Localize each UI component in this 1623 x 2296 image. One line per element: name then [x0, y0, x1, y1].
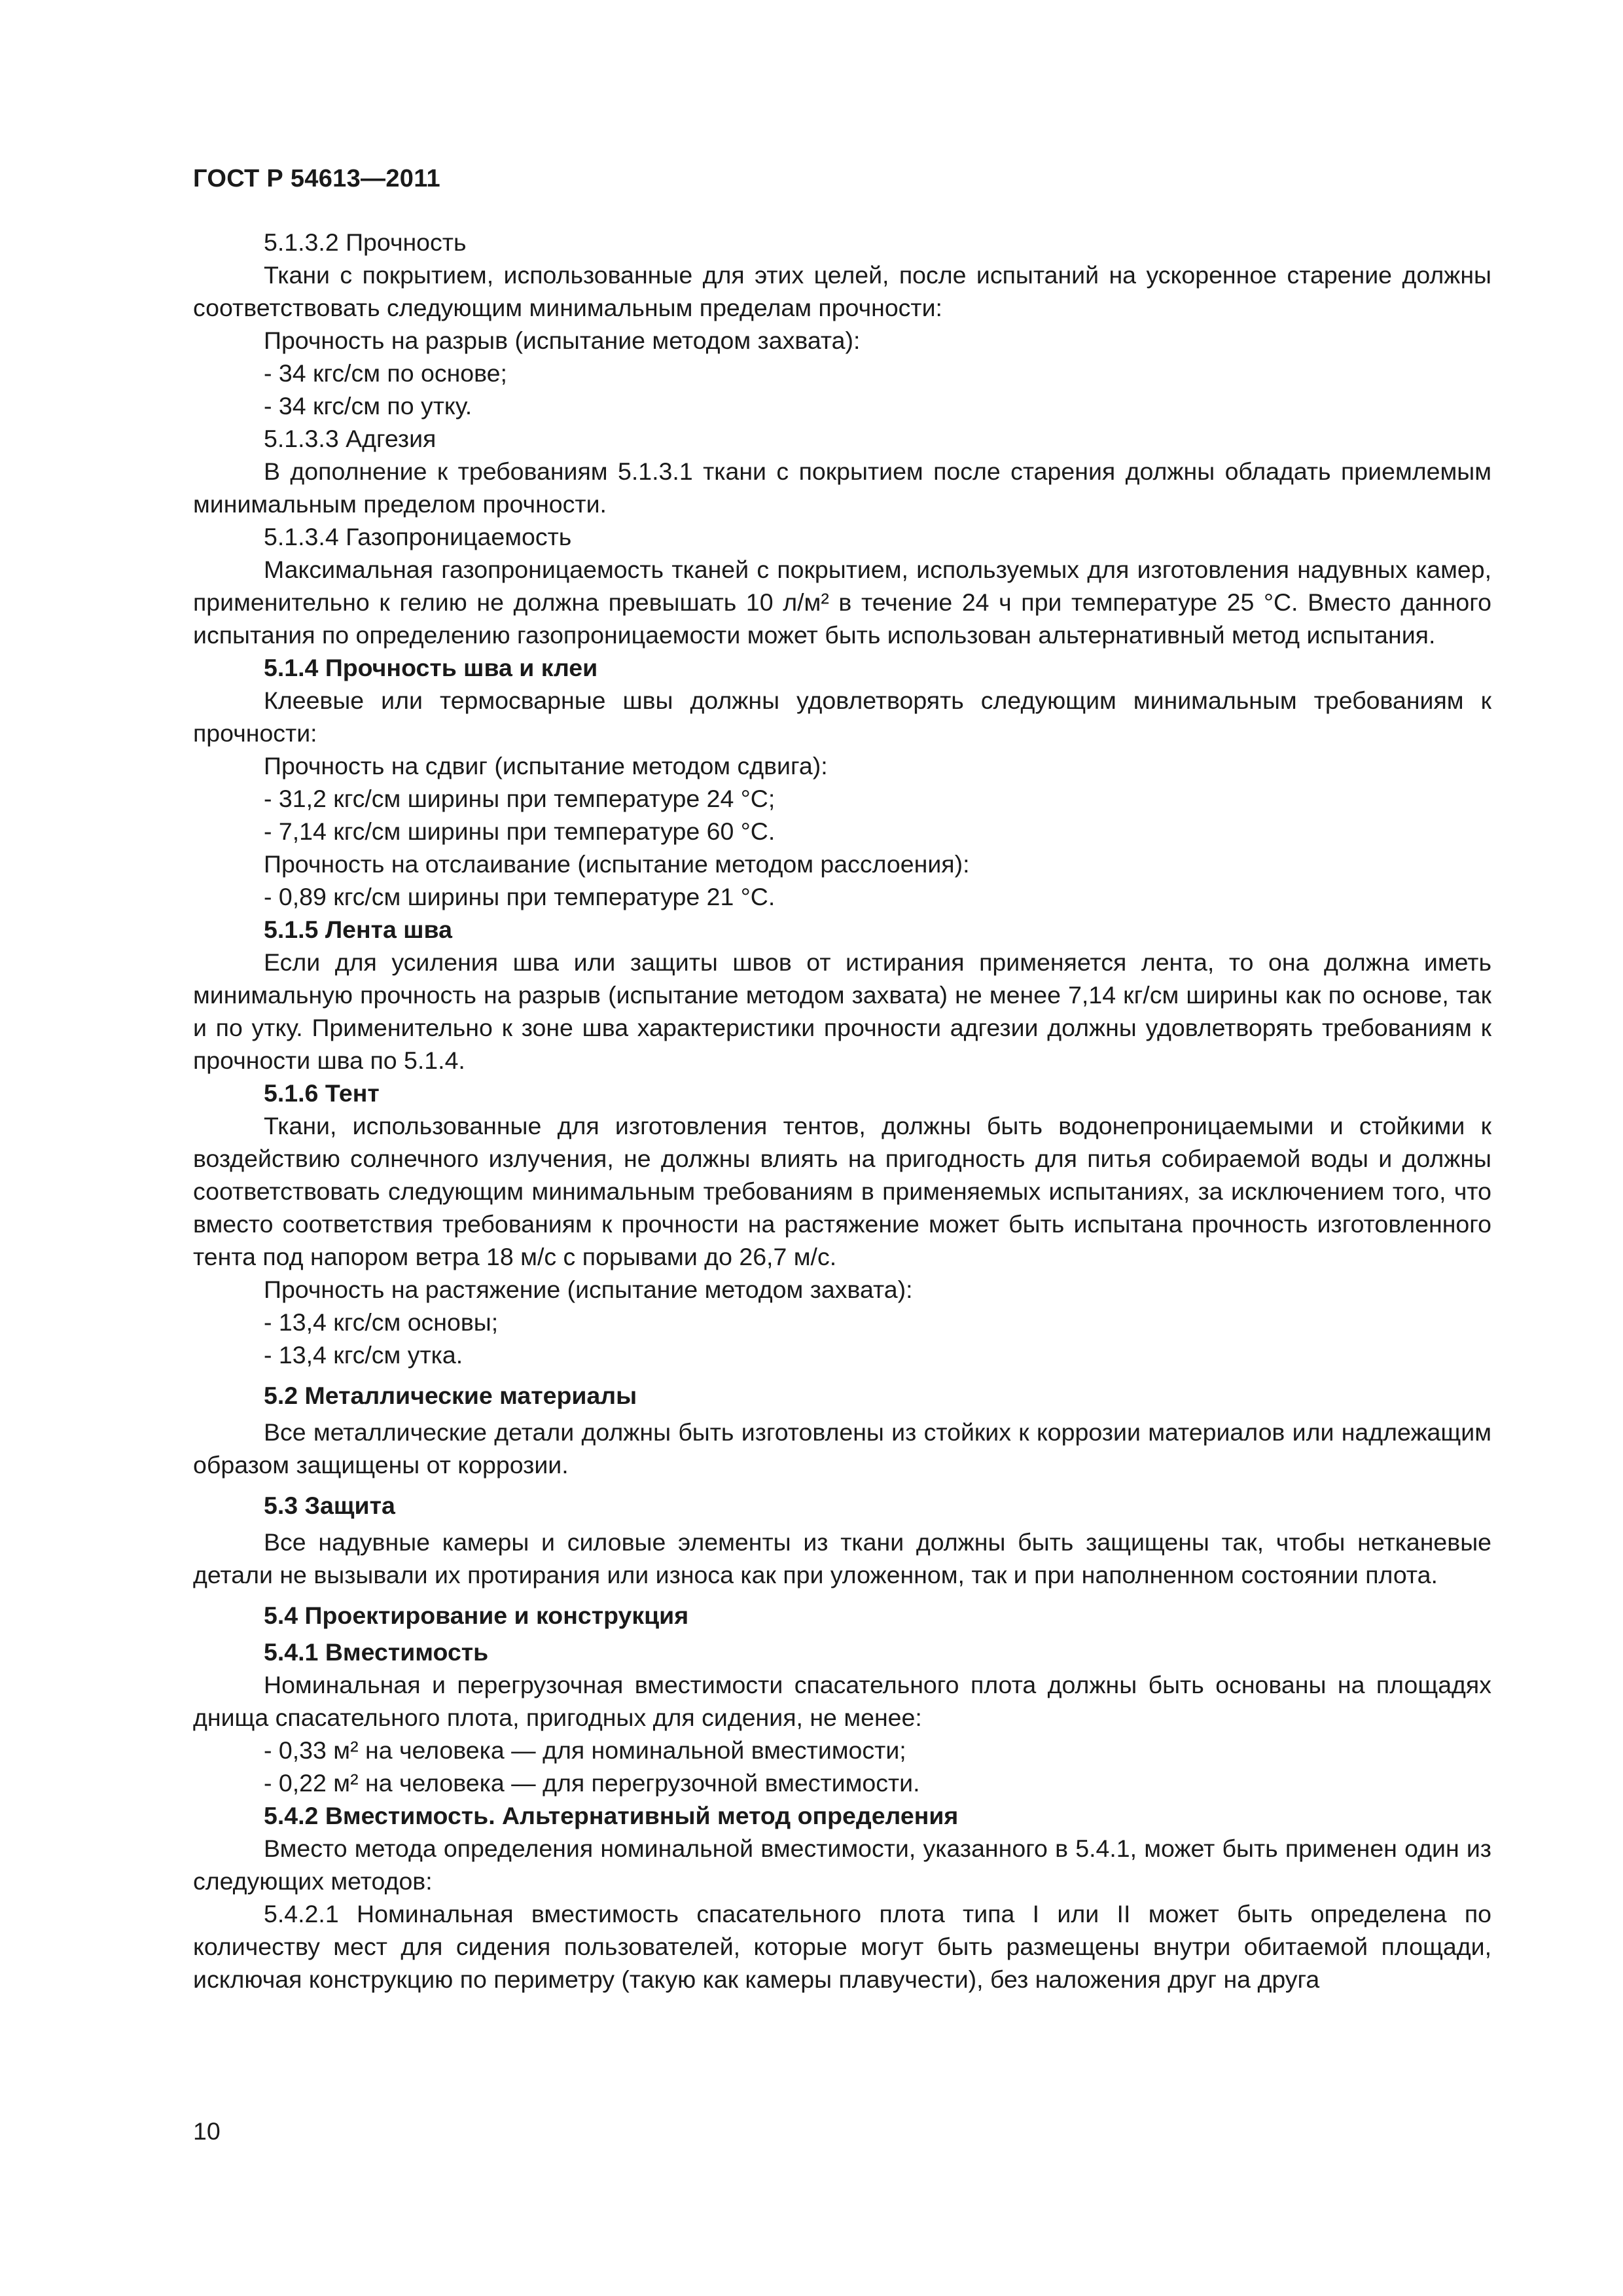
standard-header: ГОСТ Р 54613—2011 [193, 165, 440, 192]
section-heading: 5.2 Металлические материалы [264, 1382, 637, 1409]
paragraph: 5.1.3.4 Газопроницаемость [264, 523, 572, 550]
paragraph: Ткани с покрытием, использованные для этих целей, после испытаний на ускоренное старение должны соответствовать следующим минимальным пределам прочности: [193, 261, 1491, 321]
paragraph: Максимальная газопроницаемость тканей с покрытием, используемых для изготовления надувных камер, применительно к гелию не должна превышать 10 л/м² в течение 24 ч при температуре 25 °С. Вместо данного испытания по определению газопроницаемости может быть использован альтернативный метод испытания. [193, 556, 1491, 649]
paragraph: Прочность на отслаивание (испытание методом расслоения): [264, 850, 970, 878]
paragraph: Номинальная и перегрузочная вместимости спасательного плота должны быть основаны на площадях днища спасательного плота, пригодных для сидения, не менее: [193, 1671, 1491, 1731]
paragraph: Все надувные камеры и силовые элементы из ткани должны быть защищены так, чтобы нетканевые детали не вызывали их протирания или износа как при уложенном, так и при наполненном состоянии плота. [193, 1528, 1491, 1588]
list-item: - 7,14 кгс/см ширины при температуре 60 °С. [264, 817, 776, 845]
paragraph: 5.1.3.3 Адгезия [264, 425, 437, 452]
section-heading: 5.3 Защита [264, 1492, 395, 1519]
list-item: - 13,4 кгс/см основы; [264, 1308, 499, 1336]
paragraph: В дополнение к требованиям 5.1.3.1 ткани с покрытием после старения должны обладать приемлемым минимальным пределом прочности. [193, 457, 1491, 518]
paragraph: Ткани, использованные для изготовления тентов, должны быть водонепроницаемыми и стойкими к воздействию солнечного излучения, не должны влиять на пригодность для питья собираемой воды и должны соответствовать следующим минимальным требованиям в применяемых испытаниях, за исключением того, что вместо соответствия требованиям к прочности на растяжение может быть испытана прочность изготовленного тента под напором ветра 18 м/с с порывами до 26,7 м/с. [193, 1112, 1491, 1270]
paragraph: Прочность на растяжение (испытание методом захвата): [264, 1276, 913, 1303]
paragraph: Прочность на разрыв (испытание методом захвата): [264, 327, 861, 354]
paragraph: Все металлические детали должны быть изготовлены из стойких к коррозии материалов или надлежащим образом защищены от коррозии. [193, 1418, 1491, 1479]
section-heading: 5.1.5 Лента шва [264, 916, 452, 943]
list-item: - 13,4 кгс/см утка. [264, 1341, 463, 1369]
list-item: - 31,2 кгс/см ширины при температуре 24 °С; [264, 785, 776, 812]
section-heading: 5.1.6 Тент [264, 1079, 380, 1107]
page-number: 10 [193, 2117, 221, 2145]
paragraph: Клеевые или термосварные швы должны удовлетворять следующим минимальным требованиям к прочности: [193, 687, 1491, 747]
paragraph: 5.4.2.1 Номинальная вместимость спасательного плота типа I или II может быть определена по количеству мест для сидения пользователей, которые могут быть размещены внутри обитаемой площади, исключая конструкцию по периметру (такую как камеры плавучести), без наложения друг на друга [193, 1900, 1491, 1993]
paragraph: Если для усиления шва или защиты швов от истирания применяется лента, то она должна иметь минимальную прочность на разрыв (испытание методом захвата) не менее 7,14 кг/см ширины как по основе, так и по утку. Применительно к зоне шва характеристики прочности адгезии должны удовлетворять требованиям к прочности шва по 5.1.4. [193, 948, 1491, 1074]
document-body [193, 226, 1491, 1996]
section-heading: 5.4 Проектирование и конструкция [264, 1602, 689, 1629]
list-item: - 0,89 кгс/см ширины при температуре 21 °С. [264, 883, 776, 910]
paragraph: Вместо метода определения номинальной вместимости, указанного в 5.4.1, может быть применен один из следующих методов: [193, 1835, 1491, 1895]
section-heading: 5.4.2 Вместимость. Альтернативный метод определения [264, 1802, 959, 1829]
list-item: - 34 кгс/см по основе; [264, 359, 507, 387]
paragraph: 5.1.3.2 Прочность [264, 228, 467, 256]
paragraph: Прочность на сдвиг (испытание методом сдвига): [264, 752, 828, 780]
list-item: - 34 кгс/см по утку. [264, 392, 473, 420]
list-item: - 0,33 м² на человека — для номинальной вместимости; [264, 1736, 906, 1764]
section-heading: 5.4.1 Вместимость [264, 1638, 489, 1666]
list-item: - 0,22 м² на человека — для перегрузочной вместимости. [264, 1769, 920, 1797]
section-heading: 5.1.4 Прочность шва и клеи [264, 654, 598, 681]
